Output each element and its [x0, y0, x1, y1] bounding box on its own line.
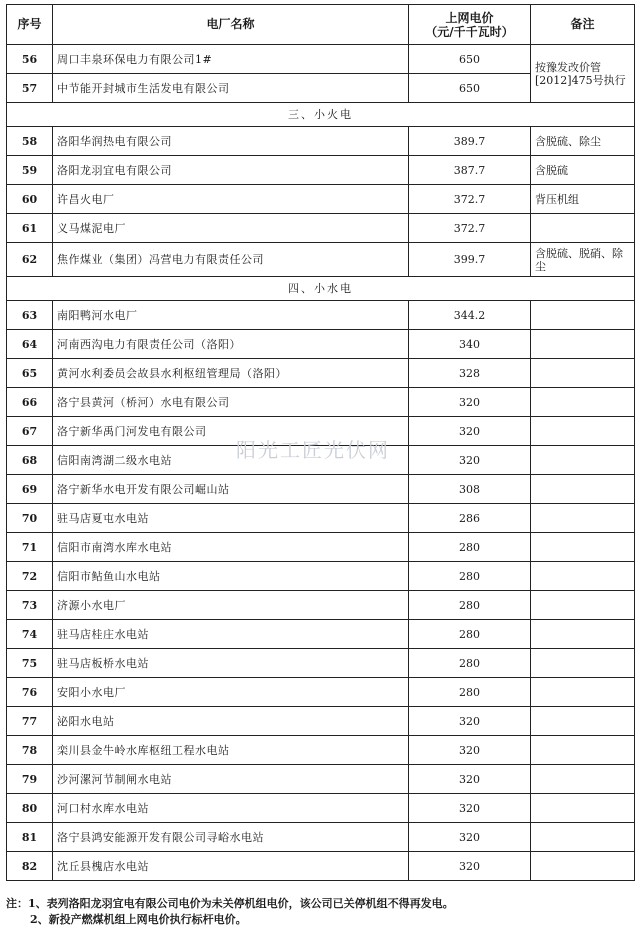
remark: 含脱硫	[531, 156, 635, 185]
row-number: 63	[7, 301, 53, 330]
grid-price: 280	[409, 533, 531, 562]
table-body	[7, 45, 635, 881]
table-row	[7, 533, 635, 562]
row-number: 61	[7, 214, 53, 243]
header-price-line1: 上网电价	[445, 10, 494, 25]
plant-name: 洛宁新华水电开发有限公司崛山站	[53, 475, 409, 504]
section-row	[7, 277, 635, 301]
table-row	[7, 214, 635, 243]
grid-price: 328	[409, 359, 531, 388]
table-row	[7, 649, 635, 678]
watermark-text: 阳光工匠光伏网	[236, 438, 390, 462]
remark	[531, 794, 635, 823]
remark	[531, 214, 635, 243]
plant-name: 黄河水利委员会故县水利枢纽管理局（洛阳）	[53, 359, 409, 388]
section-title: 四、小水电	[7, 277, 635, 301]
table-row	[7, 504, 635, 533]
plant-name: 南阳鸭河水电厂	[53, 301, 409, 330]
table-row	[7, 794, 635, 823]
row-number: 70	[7, 504, 53, 533]
row-number: 81	[7, 823, 53, 852]
plant-name: 驻马店板桥水电站	[53, 649, 409, 678]
plant-name: 中节能开封城市生活发电有限公司	[53, 74, 409, 103]
table-row	[7, 388, 635, 417]
table-row	[7, 736, 635, 765]
remark	[531, 504, 635, 533]
row-number: 71	[7, 533, 53, 562]
plant-name: 信阳南湾湖二级水电站	[53, 446, 409, 475]
grid-price: 340	[409, 330, 531, 359]
row-number: 75	[7, 649, 53, 678]
remark	[531, 649, 635, 678]
row-number: 58	[7, 127, 53, 156]
grid-price: 389.7	[409, 127, 531, 156]
remark: 含脱硫、脱硝、除尘	[531, 243, 635, 277]
row-number: 72	[7, 562, 53, 591]
table-row	[7, 185, 635, 214]
grid-price: 399.7	[409, 243, 531, 277]
plant-name: 河南西沟电力有限责任公司（洛阳）	[53, 330, 409, 359]
plant-name: 洛阳华润热电有限公司	[53, 127, 409, 156]
remark: 含脱硫、除尘	[531, 127, 635, 156]
grid-price: 308	[409, 475, 531, 504]
row-number: 82	[7, 852, 53, 881]
grid-price: 280	[409, 620, 531, 649]
table-row	[7, 243, 635, 277]
header-note: 备注	[531, 5, 635, 45]
remark	[531, 591, 635, 620]
grid-price: 320	[409, 388, 531, 417]
plant-name: 信阳市鲇鱼山水电站	[53, 562, 409, 591]
remark	[531, 359, 635, 388]
plant-name: 济源小水电厂	[53, 591, 409, 620]
remark	[531, 707, 635, 736]
plant-name: 洛宁新华禹门河发电有限公司	[53, 417, 409, 446]
plant-name: 驻马店桂庄水电站	[53, 620, 409, 649]
footnotes	[6, 896, 634, 928]
table-row	[7, 823, 635, 852]
row-number: 60	[7, 185, 53, 214]
plant-name: 泌阳水电站	[53, 707, 409, 736]
plant-name: 栾川县金牛岭水库枢纽工程水电站	[53, 736, 409, 765]
table-row	[7, 562, 635, 591]
grid-price: 280	[409, 562, 531, 591]
remark	[531, 446, 635, 475]
price-table	[6, 4, 635, 881]
plant-name: 河口村水库水电站	[53, 794, 409, 823]
plant-name: 信阳市南湾水库水电站	[53, 533, 409, 562]
plant-name: 洛阳龙羽宜电有限公司	[53, 156, 409, 185]
section-row	[7, 103, 635, 127]
header-name: 电厂名称	[53, 5, 409, 45]
row-number: 80	[7, 794, 53, 823]
row-number: 57	[7, 74, 53, 103]
remark	[531, 823, 635, 852]
remark	[531, 852, 635, 881]
plant-name: 沈丘县槐店水电站	[53, 852, 409, 881]
row-number: 74	[7, 620, 53, 649]
remark	[531, 388, 635, 417]
table-row	[7, 359, 635, 388]
grid-price: 387.7	[409, 156, 531, 185]
grid-price: 650	[409, 74, 531, 103]
header-price	[409, 5, 531, 45]
grid-price: 286	[409, 504, 531, 533]
row-number: 59	[7, 156, 53, 185]
table-row	[7, 330, 635, 359]
remark	[531, 475, 635, 504]
footnote-1: 注：1、表列洛阳龙羽宜电有限公司电价为未关停机组电价，该公司已关停机组不得再发电。	[6, 897, 454, 910]
section-title: 三、小火电	[7, 103, 635, 127]
remark	[531, 417, 635, 446]
grid-price: 650	[409, 45, 531, 74]
grid-price: 344.2	[409, 301, 531, 330]
table-row	[7, 707, 635, 736]
plant-name: 周口丰泉环保电力有限公司1#	[53, 45, 409, 74]
remark	[531, 765, 635, 794]
footnote-2: 2、新投产燃煤机组上网电价执行标杆电价。	[30, 913, 247, 926]
remark: 背压机组	[531, 185, 635, 214]
grid-price: 320	[409, 794, 531, 823]
table-header-row	[7, 5, 635, 45]
plant-name: 驻马店夏屯水电站	[53, 504, 409, 533]
table-row	[7, 591, 635, 620]
table-row	[7, 446, 635, 475]
grid-price: 320	[409, 736, 531, 765]
grid-price: 320	[409, 852, 531, 881]
remark	[531, 562, 635, 591]
remark	[531, 301, 635, 330]
table-row	[7, 620, 635, 649]
row-number: 69	[7, 475, 53, 504]
plant-name: 洛宁县鸿安能源开发有限公司寻峪水电站	[53, 823, 409, 852]
plant-name: 焦作煤业（集团）冯营电力有限责任公司	[53, 243, 409, 277]
grid-price: 320	[409, 446, 531, 475]
grid-price: 320	[409, 823, 531, 852]
remark	[531, 620, 635, 649]
row-number: 68	[7, 446, 53, 475]
grid-price: 320	[409, 417, 531, 446]
grid-price: 320	[409, 707, 531, 736]
plant-name: 沙河漯河节制闸水电站	[53, 765, 409, 794]
table-row	[7, 45, 635, 74]
row-number: 64	[7, 330, 53, 359]
table-row	[7, 765, 635, 794]
header-num: 序号	[7, 5, 53, 45]
grid-price: 280	[409, 678, 531, 707]
remark: 按豫发改价管[2012]475号执行	[531, 45, 635, 103]
row-number: 79	[7, 765, 53, 794]
grid-price: 280	[409, 591, 531, 620]
row-number: 76	[7, 678, 53, 707]
remark	[531, 330, 635, 359]
table-row	[7, 678, 635, 707]
plant-name: 义马煤泥电厂	[53, 214, 409, 243]
row-number: 78	[7, 736, 53, 765]
table-row	[7, 301, 635, 330]
remark	[531, 736, 635, 765]
table-row	[7, 852, 635, 881]
row-number: 77	[7, 707, 53, 736]
row-number: 67	[7, 417, 53, 446]
row-number: 65	[7, 359, 53, 388]
plant-name: 安阳小水电厂	[53, 678, 409, 707]
plant-name: 洛宁县黄河（桥河）水电有限公司	[53, 388, 409, 417]
table-row	[7, 156, 635, 185]
remark	[531, 533, 635, 562]
header-price-line2: （元/千千瓦时）	[425, 24, 514, 39]
grid-price: 320	[409, 765, 531, 794]
row-number: 62	[7, 243, 53, 277]
plant-name: 许昌火电厂	[53, 185, 409, 214]
grid-price: 372.7	[409, 185, 531, 214]
table-row	[7, 417, 635, 446]
table-row	[7, 127, 635, 156]
grid-price: 372.7	[409, 214, 531, 243]
row-number: 56	[7, 45, 53, 74]
grid-price: 280	[409, 649, 531, 678]
remark	[531, 678, 635, 707]
table-row	[7, 475, 635, 504]
row-number: 73	[7, 591, 53, 620]
row-number: 66	[7, 388, 53, 417]
